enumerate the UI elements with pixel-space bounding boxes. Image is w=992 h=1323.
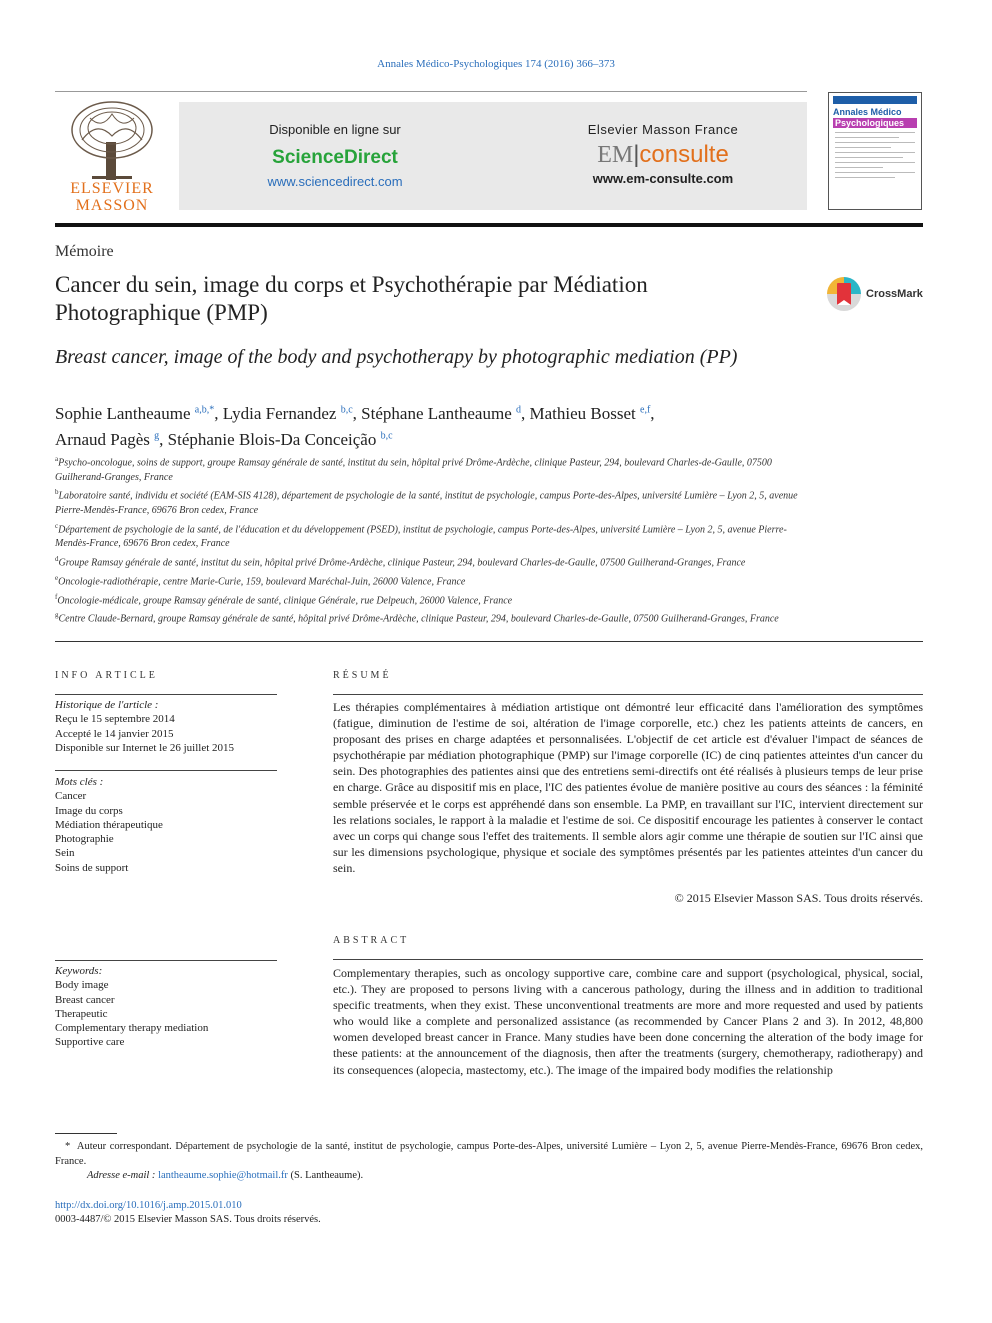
available-online-label: Disponible en ligne sur xyxy=(269,122,401,137)
author: Stéphanie Blois-Da Conceição $^{b,c}$ xyxy=(167,430,393,450)
email-owner: (S. Lantheaume). xyxy=(290,1170,364,1181)
affiliation: $^f$Oncologie-médicale, groupe Ramsay générale de santé, clinique Générale, rue Delpeuch, 26000 Valence, France xyxy=(55,592,513,606)
sciencedirect-brand[interactable]: ScienceDirect xyxy=(272,147,398,168)
title-french: Cancer du sein, image du corps et Psychothérapie par Médiation Photographique (PMP) xyxy=(55,272,648,325)
keyword: Cancer xyxy=(55,790,87,803)
info-rule xyxy=(55,694,277,695)
issn-copyright: 0003-4487/© 2015 Elsevier Masson SAS. Tous droits réservés. xyxy=(55,1214,321,1225)
cover-title-line1: Annales Médico xyxy=(833,107,902,117)
availability-banner xyxy=(179,102,807,210)
keyword: Soins de support xyxy=(55,861,129,874)
abstract-rule xyxy=(333,959,923,960)
crossmark-label: CrossMark xyxy=(866,288,923,300)
emconsulte-brand-em: EM xyxy=(597,142,634,168)
keyword: Médiation thérapeutique xyxy=(55,818,163,831)
author: Mathieu Bosset $^{e,f}$, xyxy=(529,403,655,423)
resume-heading: RÉSUMÉ xyxy=(333,670,392,681)
resume-copyright: © 2015 Elsevier Masson SAS. Tous droits réservés. xyxy=(674,891,923,905)
keyword: Image du corps xyxy=(55,804,123,817)
abstract-body: Complementary therapies, such as oncology supportive care, combine care and support (psychological, physical, social, etc.). They are proposed to persons living with a cancerous pathology, during the illness and in addition to traditional specific treatments, when they exist. These unconventional treatments are more and more requested and used by patients who would like a complete and personalized assistance (as recommended by Cancer Plans 2 and 3). In 2012, 48,800 women developed breast cancer in France. Many studies have been done concerning the alteration of the body image for these patients: at the announcement of the diagnosis, then after the treatments (surgery, chemotherapy, radiotherapy) and its consequences (alopecia, mastectomy, etc.). The image of the impaired body modifies the relationship xyxy=(333,966,923,1077)
journal-cover-thumbnail[interactable] xyxy=(828,92,922,210)
article-type: Mémoire xyxy=(55,243,114,260)
crossmark-icon xyxy=(826,276,864,312)
affiliation: $^b$Laboratoire santé, individu et société (EAM-SIS 4128), département de psychologie de la santé, institut de psychologie, campus Porte-des-Alpes, université Lumière – Lyon 2, 5, avenue Pierre-Mendès-France, 69676 Bron cedex, France xyxy=(55,488,798,517)
email-link[interactable]: lantheaume.sophie@hotmail.fr xyxy=(158,1170,288,1181)
affiliation: $^c$Département de psychologie de la santé, de l'éducation et du développement (PSED), institut de psychologie, campus Porte-des-Alpes, université Lumière – Lyon 2, 5, avenue Pierre-Mendès-France, 69676 Bron cedex, France xyxy=(55,521,787,550)
affiliation: $^a$Psycho-oncologue, soins de support, groupe Ramsay générale de santé, institut du sein, hôpital privé Drôme-Ardèche, clinique Pasteur, 294, boulevard Charles-de-Gaulle, 07500 Guilherand-Granges, France xyxy=(55,455,772,483)
crossmark-badge[interactable] xyxy=(826,276,926,312)
keywords-english xyxy=(55,964,277,1050)
keyword: Photographie xyxy=(55,833,114,846)
publisher-france-label: Elsevier Masson France xyxy=(587,122,739,137)
emconsulte-brand-consulte: consulte xyxy=(639,141,729,168)
publisher-name-line1: ELSEVIER xyxy=(70,180,154,197)
title-english: Breast cancer, image of the body and psychotherapy by photographic mediation (PP) xyxy=(55,346,738,368)
info-article-heading: INFO ARTICLE xyxy=(55,670,158,681)
author-list xyxy=(55,398,845,451)
footnote-rule xyxy=(55,1133,117,1134)
corresponding-author-footnote: * Auteur correspondant. Département de psychologie de la santé, institut de psychologie, campus Porte-des-Alpes, université Lumière – Lyon 2, 5, avenue Pierre-Mendès-France, 69676 Bron cedex, France. Adresse e-mail : lantheaume.sophie@hotmail.fr (S. Lantheaume). xyxy=(55,1141,924,1181)
keyword: Sein xyxy=(55,847,75,860)
email-label: Adresse e-mail : xyxy=(87,1170,156,1181)
keyword: Body image xyxy=(55,979,109,992)
author: Arnaud Pagès $^g$, xyxy=(55,430,168,450)
history-item: Disponible sur Internet le 26 juillet 2015 xyxy=(55,741,235,754)
doi-link[interactable]: http://dx.doi.org/10.1016/j.amp.2015.01.010 xyxy=(55,1200,242,1211)
keywords-french xyxy=(55,775,277,875)
tree-icon xyxy=(62,100,162,182)
history-label: Historique de l'article : xyxy=(55,699,159,711)
resume-rule xyxy=(333,694,923,695)
keywords-label: Mots clés : xyxy=(55,776,104,788)
affiliation: $^g$Centre Claude-Bernard, groupe Ramsay générale de santé, hôpital privé Drôme-Ardèche, clinique Pasteur, 294, boulevard Charles-de-Gaulle, 07500 Guilherand-Granges, France xyxy=(55,611,779,625)
publisher-name-line2: MASSON xyxy=(75,197,149,214)
affiliations xyxy=(55,452,805,627)
header-rule-top xyxy=(55,91,807,92)
header-rule-bottom xyxy=(55,223,923,227)
info-rule xyxy=(55,960,277,961)
info-rule xyxy=(55,770,277,771)
abstract-heading: ABSTRACT xyxy=(333,935,410,946)
affiliation: $^d$Groupe Ramsay générale de santé, institut du sein, hôpital privé Drôme-Ardèche, clinique Pasteur, 294, boulevard Charles-de-Gaulle, 07500 Guilherand-Granges, France xyxy=(55,554,746,569)
history-item: Reçu le 15 septembre 2014 xyxy=(55,713,175,726)
keywords-label: Keywords: xyxy=(55,965,103,977)
footnote-text: Auteur correspondant. Département de psychologie de la santé, institut de psychologie, campus Porte-des-Alpes, université Lumière – Lyon 2, 5, avenue Pierre-Mendès-France, 69676 Bron cedex, France. xyxy=(55,1141,924,1167)
emconsulte-url[interactable]: www.em-consulte.com xyxy=(592,171,734,186)
keyword: Breast cancer xyxy=(55,993,115,1006)
author: Sophie Lantheaume $^{a,b,*}$, xyxy=(55,403,223,423)
author: Lydia Fernandez $^{b,c}$, xyxy=(222,403,362,423)
cover-title-line2: Psychologiques xyxy=(833,118,917,128)
emconsulte-brand[interactable]: EM|consulte xyxy=(597,141,729,168)
keyword: Therapeutic xyxy=(55,1007,108,1020)
article-history xyxy=(55,698,277,755)
affiliation: $^e$Oncologie-radiothérapie, centre Marie-Curie, 159, boulevard Maréchal-Juin, 26000 Valence, France xyxy=(55,573,466,588)
author: Stéphane Lantheaume $^d$, xyxy=(361,403,530,423)
keyword: Complementary therapy mediation xyxy=(55,1022,209,1035)
history-item: Accepté le 14 janvier 2015 xyxy=(55,727,174,740)
elsevier-logo xyxy=(62,100,162,218)
keyword: Supportive care xyxy=(55,1036,125,1049)
journal-reference[interactable]: Annales Médico-Psychologiques 174 (2016) 366–373 xyxy=(377,58,615,70)
section-rule xyxy=(55,641,923,642)
sciencedirect-url[interactable]: www.sciencedirect.com xyxy=(267,174,403,189)
resume-body: Les thérapies complémentaires à médiation artistique ont démontré leur efficacité dans l'amélioration des symptômes (fatigue, diminution de l'estime de soi, altération de l'image corporelle, etc.) chez les patients atteints de cancers, en proposant des prises en charge adaptées et personnalisées. L'objectif de cet article est d'évaluer l'impact de séances de psychothérapie par médiation photographique (PMP) sur l'image corporelle (IC) de cinq patientes atteintes d'un cancer du sein. Des photographies des patientes ainsi que des entretiens semi-directifs ont été réalisés à plusieurs temps de leur prise en charge. Grâce au dispositif mis en place, l'IC des patientes évolue de manière positive au cours des séances : la féminité semble préservée et le corps est appréhendé dans son ensemble. La PMP, en travaillant sur l'IC, intervient directement sur les relations sociales, le rapport à la maladie et l'estime de soi. Ce dispositif encourage les patientes à conserver le contact avec un corps qui change sous l'effet des traitements. Il semble alors agir comme une thérapie de soutien sur l'IC ainsi que sur les dimensions psychologique, physique et sociale des symptômes présentés par les patientes atteintes d'un cancer du sein. xyxy=(333,700,923,875)
